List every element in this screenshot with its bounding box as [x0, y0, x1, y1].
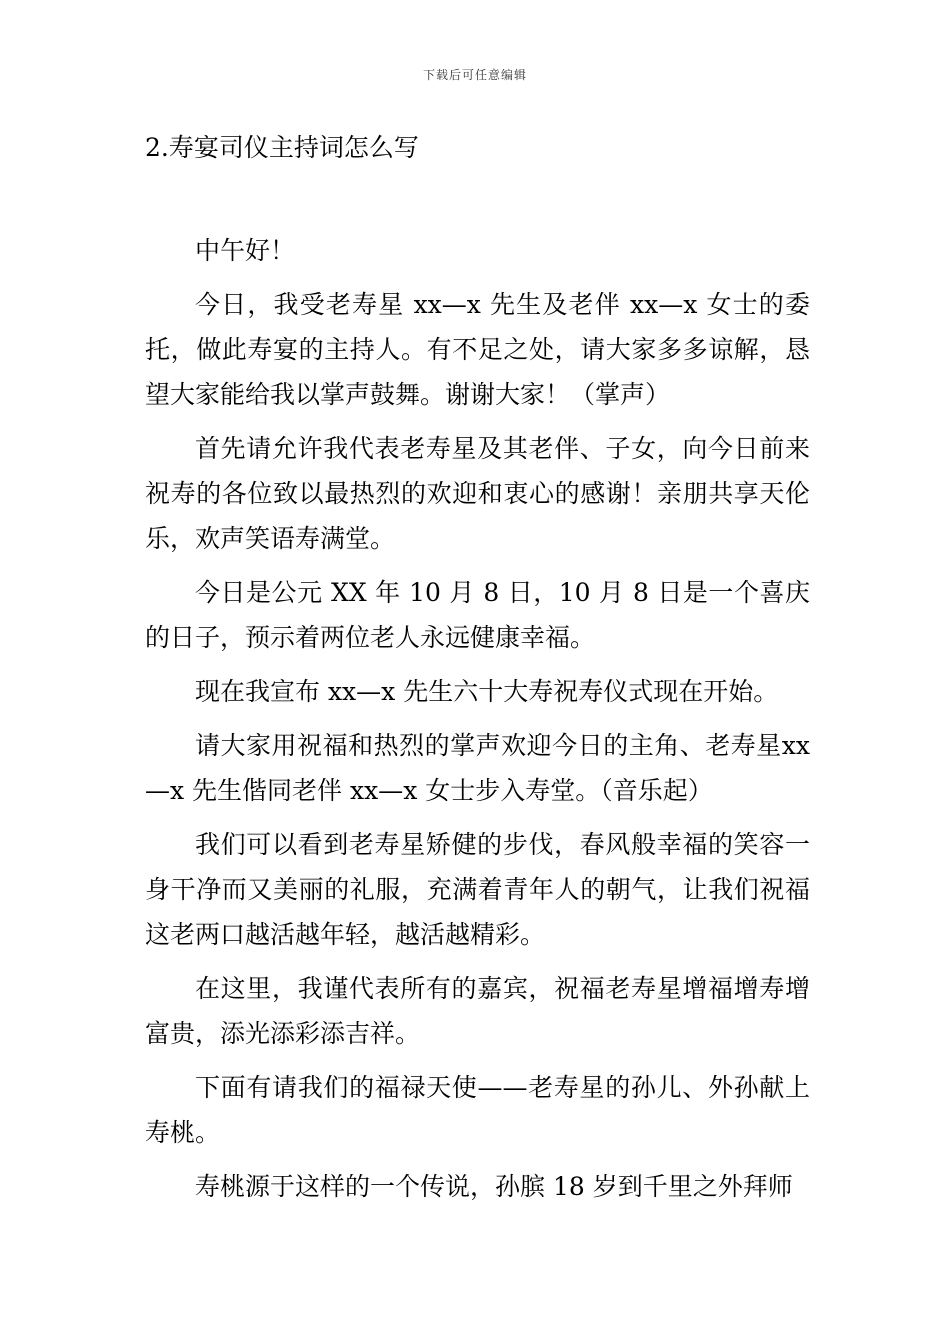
- document-title: 2.寿宴司仪主持词怎么写: [145, 133, 419, 162]
- paragraph-date: 今日是公元 XX 年 10 月 8 日，10 月 8 日是一个喜庆的日子，预示着两位老人永远健康幸福。: [145, 578, 810, 652]
- header-note: 下载后可任意编辑: [422, 68, 527, 82]
- paragraph-peach-offering: 下面有请我们的福禄天使——老寿星的孙儿、外孙献上寿桃。: [145, 1073, 810, 1147]
- document-body: [145, 228, 810, 1218]
- paragraph-blessing: 在这里，我谨代表所有的嘉宾，祝福老寿星增福增寿增富贵，添光添彩添吉祥。: [145, 974, 810, 1048]
- paragraph-description: 我们可以看到老寿星矫健的步伐，春风般幸福的笑容一身干净而又美丽的礼服，充满着青年人的朝气，让我们祝福这老两口越活越年轻，越活越精彩。: [145, 830, 810, 949]
- paragraph-entrance: 请大家用祝福和热烈的掌声欢迎今日的主角、老寿星xx—x 先生偕同老伴 xx—x 女士步入寿堂。（音乐起）: [145, 731, 810, 805]
- paragraph-entrusted-host: 今日，我受老寿星 xx—x 先生及老伴 xx—x 女士的委托，做此寿宴的主持人。有不足之处，请大家多多谅解，恳望大家能给我以掌声鼓舞。谢谢大家！（掌声）: [145, 290, 810, 409]
- paragraph-announce-start: 现在我宣布 xx—x 先生六十大寿祝寿仪式现在开始。: [195, 677, 779, 706]
- paragraph-legend: 寿桃源于这样的一个传说，孙膑 18 岁到千里之外拜师: [195, 1172, 793, 1201]
- paragraph-greeting: 中午好！: [195, 236, 296, 265]
- paragraph-welcome: 首先请允许我代表老寿星及其老伴、子女，向今日前来祝寿的各位致以最热烈的欢迎和衷心的感谢！亲朋共享天伦乐，欢声笑语寿满堂。: [145, 434, 810, 553]
